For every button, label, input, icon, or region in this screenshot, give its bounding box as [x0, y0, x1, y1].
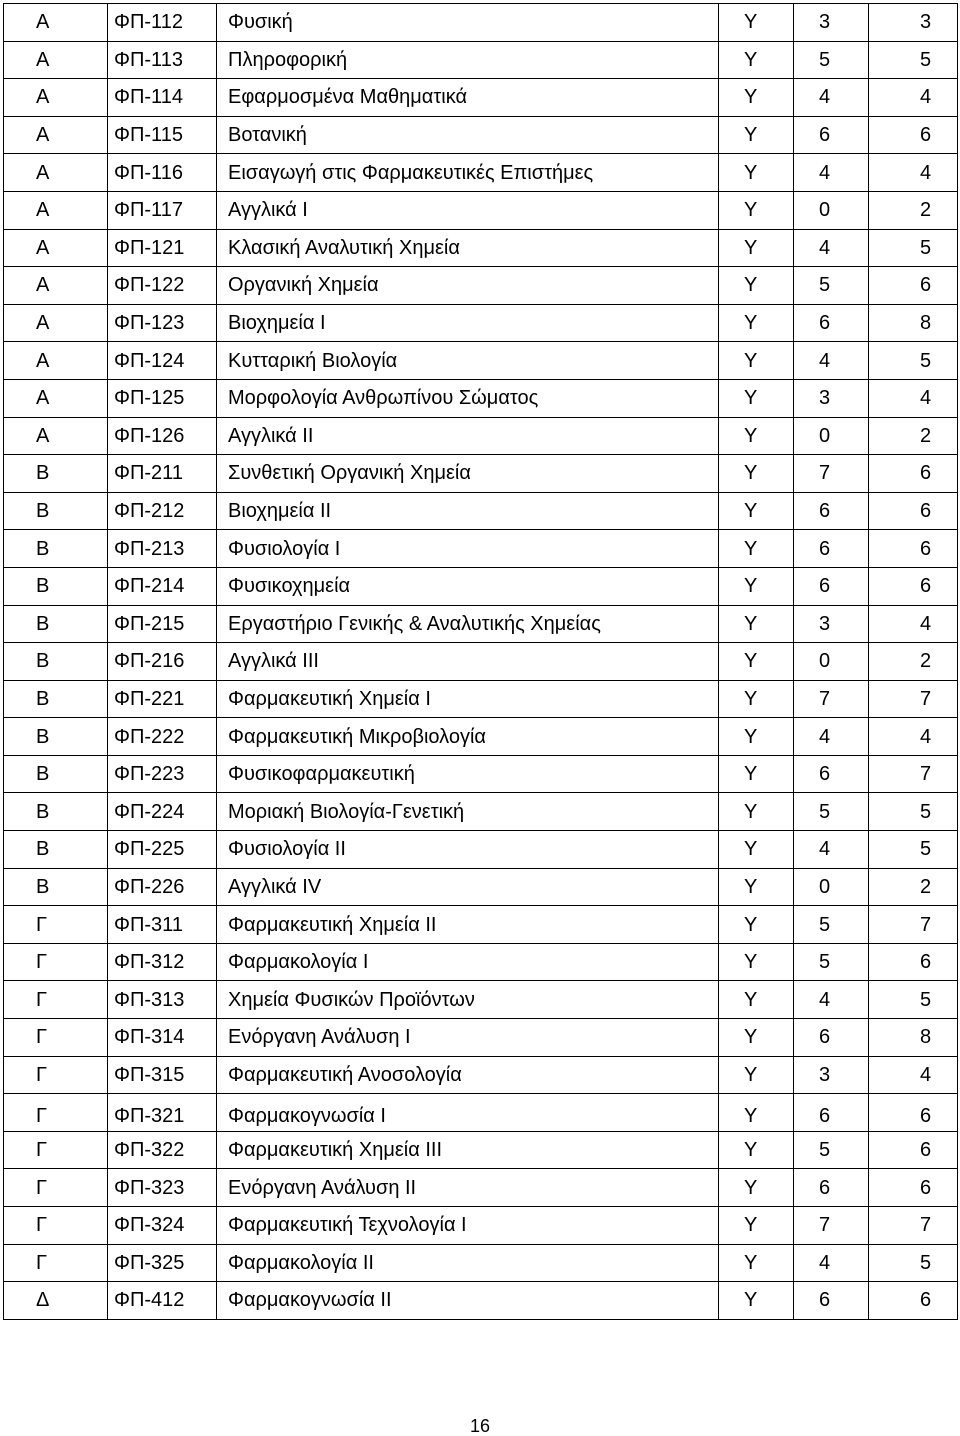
course-hours: 0	[794, 868, 869, 906]
course-code: ΦΠ-214	[108, 567, 217, 605]
table-row	[4, 1094, 958, 1132]
course-code: ΦΠ-325	[108, 1244, 217, 1282]
course-code: ΦΠ-322	[108, 1131, 217, 1169]
course-type: Υ	[719, 154, 794, 192]
course-ects: 5	[869, 342, 958, 380]
course-code: ΦΠ-121	[108, 229, 217, 267]
course-hours: 5	[794, 41, 869, 79]
course-ects: 6	[869, 116, 958, 154]
table-row	[4, 567, 958, 605]
course-semester: Δ	[4, 1282, 108, 1320]
course-code: ΦΠ-114	[108, 79, 217, 117]
course-code: ΦΠ-221	[108, 680, 217, 718]
table-row	[4, 304, 958, 342]
course-title: Φαρμακευτική Χημεία ΙΙΙ	[217, 1131, 719, 1169]
course-hours: 0	[794, 643, 869, 681]
course-semester: Γ	[4, 1207, 108, 1245]
course-type: Υ	[719, 718, 794, 756]
course-title: Ενόργανη Ανάλυση Ι	[217, 1019, 719, 1057]
course-title: Αγγλικά ΙV	[217, 868, 719, 906]
course-title: Φυσική	[217, 4, 719, 42]
course-title: Αγγλικά Ι	[217, 191, 719, 229]
course-type: Υ	[719, 1019, 794, 1057]
course-ects: 8	[869, 304, 958, 342]
course-code: ΦΠ-115	[108, 116, 217, 154]
course-hours: 4	[794, 79, 869, 117]
table-row	[4, 492, 958, 530]
course-ects: 5	[869, 229, 958, 267]
course-semester: Α	[4, 379, 108, 417]
course-ects: 8	[869, 1019, 958, 1057]
course-code: ΦΠ-315	[108, 1056, 217, 1094]
course-ects: 6	[869, 455, 958, 493]
course-title: Οργανική Χημεία	[217, 267, 719, 305]
table-row	[4, 191, 958, 229]
table-row	[4, 1169, 958, 1207]
course-type: Υ	[719, 981, 794, 1019]
course-hours: 6	[794, 116, 869, 154]
course-type: Υ	[719, 831, 794, 869]
course-type: Υ	[719, 417, 794, 455]
course-title: Φυσικοφαρμακευτική	[217, 755, 719, 793]
course-code: ΦΠ-216	[108, 643, 217, 681]
course-code: ΦΠ-123	[108, 304, 217, 342]
course-type: Υ	[719, 1244, 794, 1282]
course-ects: 2	[869, 643, 958, 681]
course-semester: Γ	[4, 1169, 108, 1207]
course-type: Υ	[719, 530, 794, 568]
course-title: Πληροφορική	[217, 41, 719, 79]
table-row	[4, 868, 958, 906]
course-type: Υ	[719, 605, 794, 643]
course-title: Κλασική Αναλυτική Χημεία	[217, 229, 719, 267]
table-row	[4, 943, 958, 981]
table-row	[4, 605, 958, 643]
table-row	[4, 1282, 958, 1320]
course-title: Φαρμακευτική Ανοσολογία	[217, 1056, 719, 1094]
course-type: Υ	[719, 793, 794, 831]
course-type: Υ	[719, 643, 794, 681]
course-hours: 4	[794, 831, 869, 869]
course-type: Υ	[719, 229, 794, 267]
course-semester: Β	[4, 643, 108, 681]
table-row	[4, 1019, 958, 1057]
course-type: Υ	[719, 943, 794, 981]
course-semester: Γ	[4, 943, 108, 981]
course-table-body	[4, 4, 958, 1320]
course-table	[3, 3, 958, 1320]
course-hours: 4	[794, 718, 869, 756]
course-code: ΦΠ-113	[108, 41, 217, 79]
course-semester: Β	[4, 793, 108, 831]
course-hours: 3	[794, 4, 869, 42]
course-ects: 2	[869, 868, 958, 906]
course-type: Υ	[719, 455, 794, 493]
course-semester: Γ	[4, 1244, 108, 1282]
course-ects: 6	[869, 530, 958, 568]
course-semester: Β	[4, 605, 108, 643]
course-ects: 5	[869, 981, 958, 1019]
course-type: Υ	[719, 116, 794, 154]
course-code: ΦΠ-212	[108, 492, 217, 530]
course-ects: 7	[869, 680, 958, 718]
course-title: Φαρμακευτική Μικροβιολογία	[217, 718, 719, 756]
table-row	[4, 831, 958, 869]
course-hours: 6	[794, 1094, 869, 1132]
course-semester: Γ	[4, 981, 108, 1019]
table-row	[4, 379, 958, 417]
course-type: Υ	[719, 1207, 794, 1245]
course-type: Υ	[719, 1282, 794, 1320]
course-type: Υ	[719, 1056, 794, 1094]
course-title: Φαρμακευτική Χημεία ΙΙ	[217, 906, 719, 944]
course-hours: 3	[794, 605, 869, 643]
course-ects: 6	[869, 1169, 958, 1207]
course-title: Μορφολογία Ανθρωπίνου Σώματος	[217, 379, 719, 417]
course-code: ΦΠ-222	[108, 718, 217, 756]
course-title: Εφαρμοσμένα Μαθηματικά	[217, 79, 719, 117]
table-row	[4, 41, 958, 79]
course-type: Υ	[719, 191, 794, 229]
course-semester: Α	[4, 4, 108, 42]
course-title: Κυτταρική Βιολογία	[217, 342, 719, 380]
course-hours: 0	[794, 191, 869, 229]
course-code: ΦΠ-223	[108, 755, 217, 793]
course-ects: 4	[869, 605, 958, 643]
course-type: Υ	[719, 4, 794, 42]
table-row	[4, 229, 958, 267]
course-semester: Γ	[4, 1094, 108, 1132]
course-ects: 6	[869, 1094, 958, 1132]
course-type: Υ	[719, 79, 794, 117]
table-row	[4, 680, 958, 718]
course-title: Εργαστήριο Γενικής & Αναλυτικής Χημείας	[217, 605, 719, 643]
course-ects: 5	[869, 793, 958, 831]
course-semester: Β	[4, 868, 108, 906]
course-code: ΦΠ-312	[108, 943, 217, 981]
course-code: ΦΠ-224	[108, 793, 217, 831]
course-ects: 4	[869, 718, 958, 756]
course-code: ΦΠ-412	[108, 1282, 217, 1320]
course-hours: 5	[794, 1131, 869, 1169]
course-code: ΦΠ-324	[108, 1207, 217, 1245]
course-title: Αγγλικά ΙΙ	[217, 417, 719, 455]
course-code: ΦΠ-126	[108, 417, 217, 455]
course-hours: 0	[794, 417, 869, 455]
course-type: Υ	[719, 906, 794, 944]
course-ects: 5	[869, 831, 958, 869]
course-semester: Β	[4, 831, 108, 869]
course-type: Υ	[719, 492, 794, 530]
course-ects: 4	[869, 1056, 958, 1094]
course-semester: Α	[4, 229, 108, 267]
course-type: Υ	[719, 1169, 794, 1207]
course-hours: 4	[794, 154, 869, 192]
course-type: Υ	[719, 868, 794, 906]
course-title: Συνθετική Οργανική Χημεία	[217, 455, 719, 493]
course-hours: 6	[794, 755, 869, 793]
course-ects: 6	[869, 492, 958, 530]
course-title: Ενόργανη Ανάλυση ΙΙ	[217, 1169, 719, 1207]
table-row	[4, 981, 958, 1019]
course-title: Χημεία Φυσικών Προϊόντων	[217, 981, 719, 1019]
course-type: Υ	[719, 1131, 794, 1169]
course-hours: 5	[794, 793, 869, 831]
course-hours: 6	[794, 567, 869, 605]
course-title: Βιοχημεία Ι	[217, 304, 719, 342]
course-hours: 7	[794, 1207, 869, 1245]
course-semester: Α	[4, 191, 108, 229]
course-semester: Γ	[4, 1056, 108, 1094]
course-hours: 4	[794, 1244, 869, 1282]
course-type: Υ	[719, 755, 794, 793]
course-ects: 6	[869, 567, 958, 605]
course-ects: 3	[869, 4, 958, 42]
course-ects: 7	[869, 906, 958, 944]
course-semester: Β	[4, 567, 108, 605]
course-code: ΦΠ-124	[108, 342, 217, 380]
course-code: ΦΠ-314	[108, 1019, 217, 1057]
course-title: Φαρμακολογία ΙΙ	[217, 1244, 719, 1282]
course-ects: 2	[869, 191, 958, 229]
course-ects: 4	[869, 379, 958, 417]
course-code: ΦΠ-112	[108, 4, 217, 42]
table-row	[4, 455, 958, 493]
course-ects: 6	[869, 1131, 958, 1169]
course-semester: Β	[4, 718, 108, 756]
table-row	[4, 643, 958, 681]
course-code: ΦΠ-323	[108, 1169, 217, 1207]
course-type: Υ	[719, 267, 794, 305]
course-semester: Α	[4, 154, 108, 192]
table-row	[4, 1056, 958, 1094]
table-row	[4, 793, 958, 831]
course-semester: Β	[4, 755, 108, 793]
course-title: Φαρμακευτική Χημεία Ι	[217, 680, 719, 718]
course-ects: 4	[869, 79, 958, 117]
course-semester: Γ	[4, 1131, 108, 1169]
course-semester: Α	[4, 41, 108, 79]
course-type: Υ	[719, 342, 794, 380]
table-row	[4, 755, 958, 793]
course-code: ΦΠ-226	[108, 868, 217, 906]
course-title: Βοτανική	[217, 116, 719, 154]
course-ects: 5	[869, 41, 958, 79]
course-title: Φυσιολογία ΙΙ	[217, 831, 719, 869]
course-hours: 6	[794, 1169, 869, 1207]
table-row	[4, 906, 958, 944]
course-hours: 3	[794, 379, 869, 417]
course-semester: Β	[4, 492, 108, 530]
course-ects: 6	[869, 1282, 958, 1320]
course-type: Υ	[719, 680, 794, 718]
course-code: ΦΠ-311	[108, 906, 217, 944]
course-ects: 4	[869, 154, 958, 192]
page-number: 16	[469, 1416, 491, 1436]
course-title: Φαρμακογνωσία Ι	[217, 1094, 719, 1132]
course-hours: 7	[794, 455, 869, 493]
table-row	[4, 267, 958, 305]
course-code: ΦΠ-215	[108, 605, 217, 643]
course-title: Εισαγωγή στις Φαρμακευτικές Επιστήμες	[217, 154, 719, 192]
course-title: Μοριακή Βιολογία-Γενετική	[217, 793, 719, 831]
course-semester: Α	[4, 342, 108, 380]
course-hours: 6	[794, 1019, 869, 1057]
table-row	[4, 342, 958, 380]
course-ects: 6	[869, 943, 958, 981]
course-ects: 5	[869, 1244, 958, 1282]
course-semester: Γ	[4, 1019, 108, 1057]
course-title: Φαρμακογνωσία ΙΙ	[217, 1282, 719, 1320]
course-semester: Β	[4, 680, 108, 718]
course-semester: Γ	[4, 906, 108, 944]
course-ects: 7	[869, 755, 958, 793]
course-type: Υ	[719, 1094, 794, 1132]
course-code: ΦΠ-313	[108, 981, 217, 1019]
course-type: Υ	[719, 379, 794, 417]
course-semester: Α	[4, 79, 108, 117]
course-hours: 5	[794, 906, 869, 944]
course-title: Φυσικοχημεία	[217, 567, 719, 605]
course-type: Υ	[719, 304, 794, 342]
course-hours: 6	[794, 304, 869, 342]
course-code: ΦΠ-122	[108, 267, 217, 305]
course-title: Φαρμακολογία Ι	[217, 943, 719, 981]
course-semester: Α	[4, 304, 108, 342]
table-row	[4, 530, 958, 568]
table-row	[4, 718, 958, 756]
course-ects: 7	[869, 1207, 958, 1245]
table-row	[4, 79, 958, 117]
course-semester: Β	[4, 530, 108, 568]
table-row	[4, 4, 958, 42]
course-title: Φυσιολογία Ι	[217, 530, 719, 568]
table-row	[4, 116, 958, 154]
table-row	[4, 1207, 958, 1245]
course-type: Υ	[719, 567, 794, 605]
course-hours: 3	[794, 1056, 869, 1094]
course-hours: 6	[794, 530, 869, 568]
course-type: Υ	[719, 41, 794, 79]
course-hours: 4	[794, 229, 869, 267]
course-code: ΦΠ-321	[108, 1094, 217, 1132]
course-hours: 4	[794, 342, 869, 380]
course-title: Βιοχημεία ΙΙ	[217, 492, 719, 530]
course-hours: 6	[794, 1282, 869, 1320]
table-row	[4, 1131, 958, 1169]
course-ects: 2	[869, 417, 958, 455]
course-semester: Α	[4, 267, 108, 305]
course-ects: 6	[869, 267, 958, 305]
course-title: Αγγλικά ΙΙΙ	[217, 643, 719, 681]
table-row	[4, 417, 958, 455]
course-code: ΦΠ-211	[108, 455, 217, 493]
course-code: ΦΠ-117	[108, 191, 217, 229]
course-code: ΦΠ-225	[108, 831, 217, 869]
course-hours: 4	[794, 981, 869, 1019]
course-hours: 5	[794, 943, 869, 981]
course-code: ΦΠ-213	[108, 530, 217, 568]
table-row	[4, 1244, 958, 1282]
course-code: ΦΠ-125	[108, 379, 217, 417]
course-semester: Α	[4, 417, 108, 455]
course-title: Φαρμακευτική Τεχνολογία Ι	[217, 1207, 719, 1245]
course-code: ΦΠ-116	[108, 154, 217, 192]
course-hours: 7	[794, 680, 869, 718]
course-semester: Α	[4, 116, 108, 154]
course-semester: Β	[4, 455, 108, 493]
course-hours: 5	[794, 267, 869, 305]
course-hours: 6	[794, 492, 869, 530]
table-row	[4, 154, 958, 192]
